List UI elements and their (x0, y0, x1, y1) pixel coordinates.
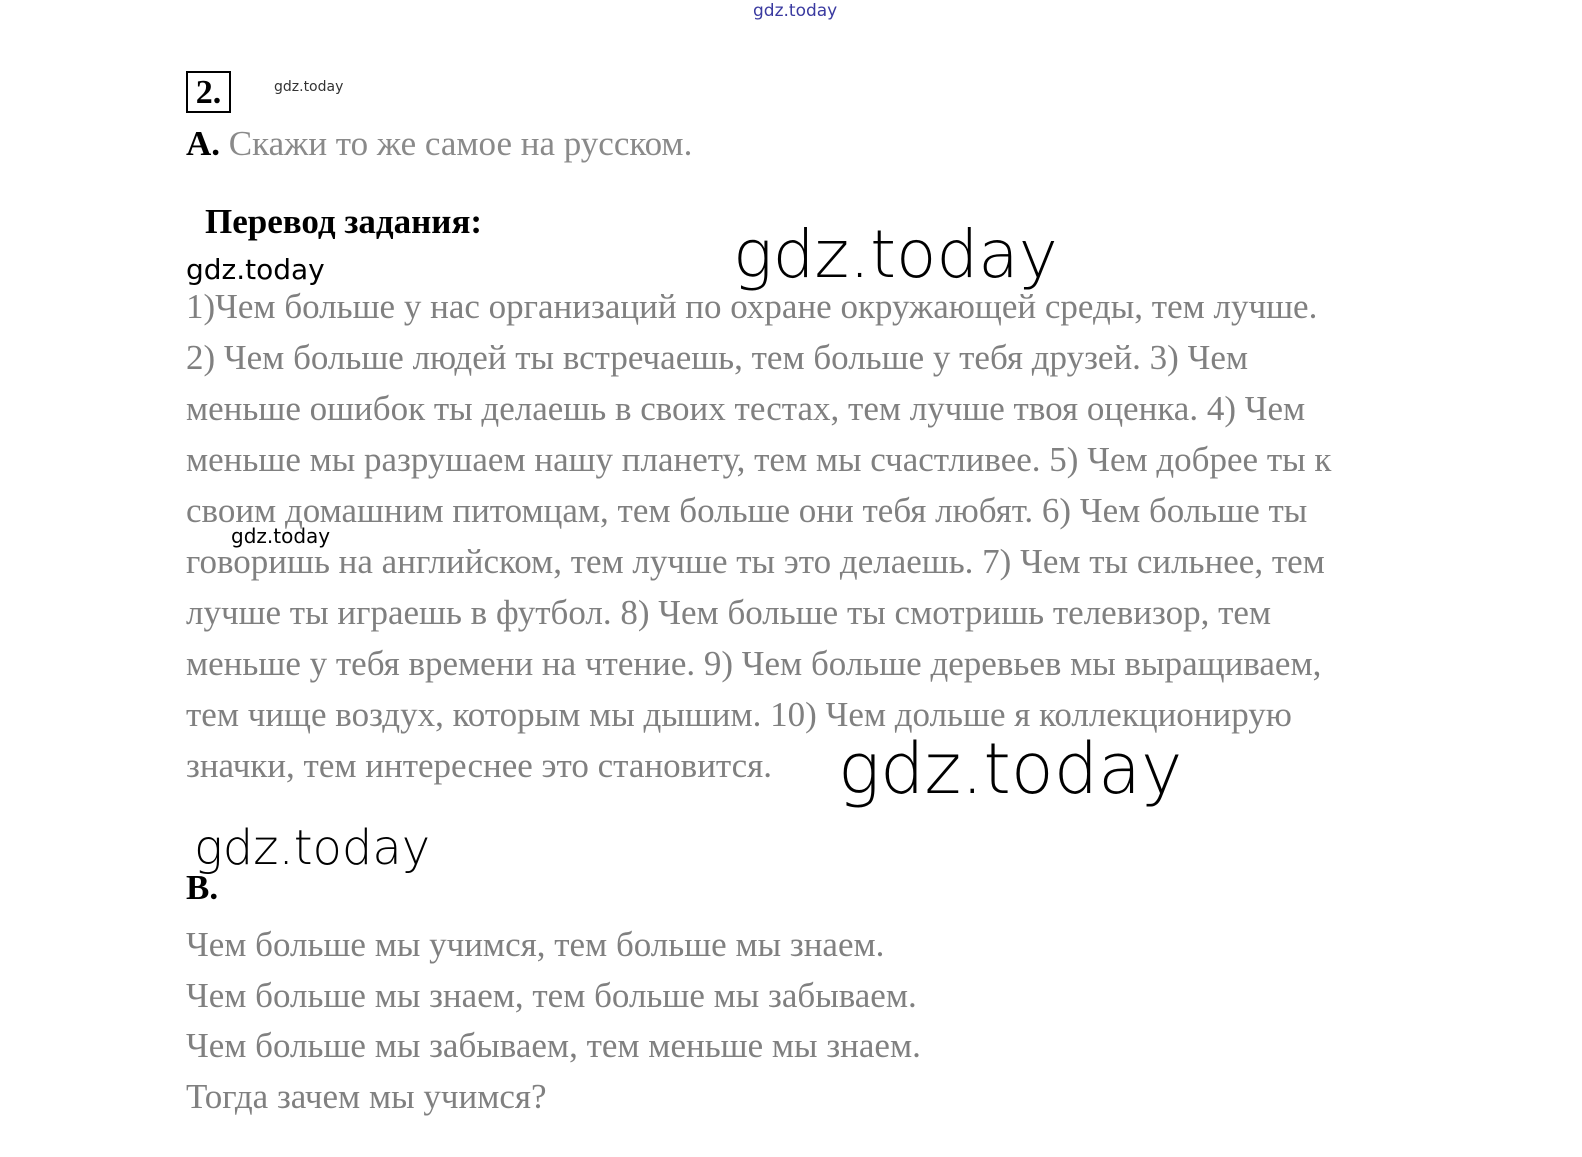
translation-line: лучше ты играешь в футбол. 8) Чем больше ты смотришь телевизор, тем (186, 593, 1272, 632)
exercise-number: 2. (186, 71, 231, 113)
watermark-medium-1: gdz.today (186, 253, 325, 286)
part-b-text (186, 920, 921, 1122)
watermark-small: gdz.today (274, 79, 344, 95)
translation-line: тем чище воздух, которым мы дышим. 10) Чем дольше я коллекционирую (186, 695, 1292, 734)
part-b-line: Тогда зачем мы учимся? (186, 1076, 547, 1116)
part-b-line: Чем больше мы знаем, тем больше мы забываем. (186, 975, 917, 1015)
translation-line: меньше мы разрушаем нашу планету, тем мы счастливее. 5) Чем добрее ты к (186, 440, 1332, 479)
watermark-top: gdz.today (753, 1, 838, 21)
translation-line: говоришь на английском, тем лучше ты это делаешь. 7) Чем ты сильнее, тем (186, 542, 1325, 581)
translation-heading: Перевод задания: (205, 202, 483, 241)
translation-line: значки, тем интереснее это становится. (186, 746, 773, 785)
watermark-large-3: gdz.today (194, 820, 431, 876)
translation-line: своим домашним питомцам, тем больше они тебя любят. 6) Чем больше ты (186, 491, 1308, 530)
translation-line: меньше ошибок ты делаешь в своих тестах, тем лучше твоя оценка. 4) Чем (186, 389, 1306, 428)
part-a-instruction: Скажи то же самое на русском. (228, 124, 693, 163)
watermark-large-1: gdz.today (733, 216, 1058, 293)
watermark-large-2: gdz.today (838, 728, 1183, 810)
part-b-line: Чем больше мы забываем, тем меньше мы знаем. (186, 1026, 921, 1065)
part-a-label: A. (186, 124, 221, 163)
translation-line: 1)Чем больше у нас организаций по охране окружающей среды, тем лучше. (186, 287, 1318, 326)
part-b-line: Чем больше мы учимся, тем больше мы знаем. (186, 925, 885, 964)
translation-line: меньше у тебя времени на чтение. 9) Чем больше деревьев мы выращиваем, (186, 644, 1322, 683)
part-b-label: B. (186, 868, 219, 907)
translation-line: 2) Чем больше людей ты встречаешь, тем больше у тебя друзей. 3) Чем (186, 338, 1249, 377)
part-a-instruction-line (186, 124, 692, 164)
watermark-medium-2: gdz.today (231, 524, 331, 548)
part-a-translation (186, 281, 1486, 791)
